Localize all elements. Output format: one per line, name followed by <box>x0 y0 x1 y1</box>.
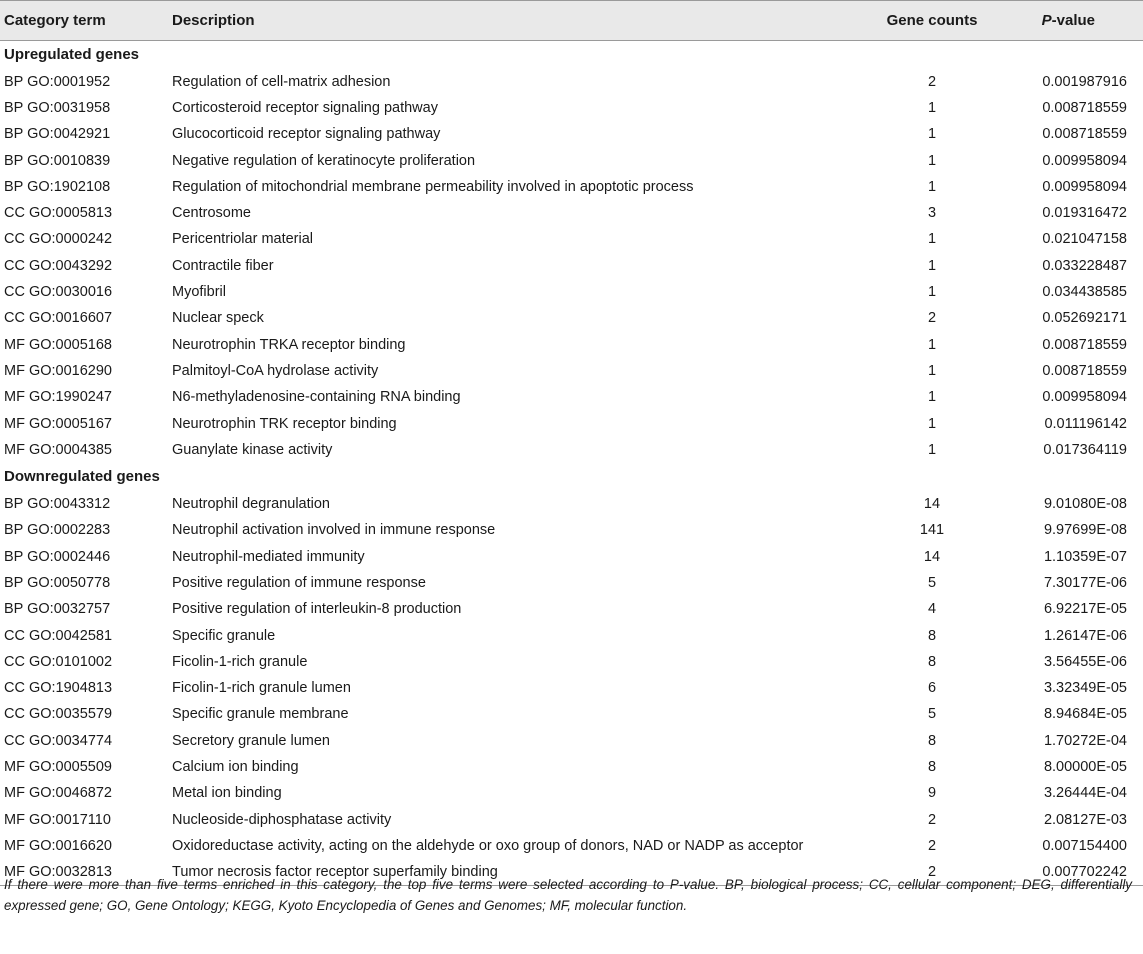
cell-p-value: 0.008718559 <box>1042 99 1127 116</box>
cell-p-value: 8.94684E-05 <box>1043 706 1127 723</box>
cell-description: Tumor necrosis factor receptor superfamily binding <box>172 859 860 885</box>
cell-category-term: CC GO:1904813 <box>4 680 113 697</box>
table-row <box>0 649 1143 675</box>
table-row <box>0 807 1143 833</box>
cell-p-value: 0.034438585 <box>1042 284 1127 301</box>
cell-category-term: CC GO:0035579 <box>4 706 113 723</box>
table-row <box>0 200 1143 226</box>
table-row <box>0 675 1143 701</box>
cell-description: Ficolin-1-rich granule lumen <box>172 680 351 697</box>
cell-description: Ficolin-1-rich granule <box>172 653 308 670</box>
cell-description: Regulation of cell-matrix adhesion <box>172 73 391 90</box>
cell-category-term: BP GO:0032757 <box>4 601 111 618</box>
cell-gene-counts: 141 <box>919 522 945 539</box>
cell-p-value: 8.00000E-05 <box>1043 759 1127 776</box>
table-body <box>0 41 1143 886</box>
cell-category-term: MF GO:0004385 <box>4 441 112 458</box>
table-header <box>0 1 1143 41</box>
cell-description: Negative regulation of keratinocyte proliferation <box>172 152 476 169</box>
cell-p-value: 1.70272E-04 <box>1043 732 1127 749</box>
header-category-term: Category term <box>0 1 172 41</box>
cell-p-value: 0.007702242 <box>1004 859 1143 885</box>
cell-category-term: BP GO:1902108 <box>4 178 111 195</box>
table-row <box>0 410 1143 436</box>
cell-p-value: 0.001987916 <box>1042 73 1127 90</box>
cell-description: Positive regulation of interleukin-8 production <box>172 601 462 618</box>
header-p-suffix: -value <box>1051 12 1095 29</box>
cell-category-term: MF GO:0017110 <box>4 811 111 828</box>
cell-category-term: CC GO:0042581 <box>4 627 113 644</box>
cell-gene-counts: 8 <box>927 732 937 749</box>
cell-description: Regulation of mitochondrial membrane permeability involved in apoptotic process <box>172 178 694 195</box>
section-heading-row <box>0 41 1143 69</box>
table-footnote: If there were more than five terms enriched in this category, the top five terms were selected according to P-value. BP, biological process; CC, cellular component; DEG, differentially expressed gene; GO, Gene Ontology; KEGG, Kyoto Encyclopedia of Genes and Genomes; MF, molecular function. <box>4 877 1132 913</box>
table-row <box>0 69 1143 95</box>
cell-description: Nuclear speck <box>172 310 264 327</box>
cell-description: Oxidoreductase activity, acting on the aldehyde or oxo group of donors, NAD or NADP as acceptor <box>172 837 804 854</box>
cell-description: Neurotrophin TRKA receptor binding <box>172 336 406 353</box>
cell-gene-counts: 6 <box>927 680 937 697</box>
cell-category-term: CC GO:0005813 <box>4 205 113 222</box>
table-row <box>0 437 1143 463</box>
cell-category-term: MF GO:0032813 <box>0 859 172 885</box>
cell-description: Glucocorticoid receptor signaling pathway <box>172 126 441 143</box>
cell-category-term: MF GO:0046872 <box>4 785 112 802</box>
table-row <box>0 596 1143 622</box>
cell-category-term: BP GO:0042921 <box>4 126 111 143</box>
cell-description: Nucleoside-diphosphatase activity <box>172 811 392 828</box>
cell-description: N6-methyladenosine-containing RNA binding <box>172 389 461 406</box>
table-row <box>0 279 1143 305</box>
cell-gene-counts: 1 <box>927 389 937 406</box>
cell-description: Neutrophil-mediated immunity <box>172 548 365 565</box>
cell-p-value: 0.009958094 <box>1042 178 1127 195</box>
cell-gene-counts: 1 <box>927 178 937 195</box>
cell-category-term: CC GO:0030016 <box>4 284 113 301</box>
table-row <box>0 622 1143 648</box>
cell-p-value: 0.017364119 <box>1043 441 1127 458</box>
cell-category-term: BP GO:0031958 <box>4 99 111 116</box>
table-row <box>0 570 1143 596</box>
cell-gene-counts: 9 <box>927 785 937 802</box>
cell-description: Neutrophil degranulation <box>172 496 330 513</box>
table-row <box>0 147 1143 173</box>
cell-gene-counts: 14 <box>923 548 941 565</box>
cell-p-value: 9.97699E-08 <box>1043 522 1127 539</box>
cell-p-value: 0.008718559 <box>1042 336 1127 353</box>
cell-gene-counts: 1 <box>927 126 937 143</box>
table-row <box>0 358 1143 384</box>
cell-description: Palmitoyl-CoA hydrolase activity <box>172 362 379 379</box>
cell-description: Centrosome <box>172 205 251 222</box>
cell-category-term: BP GO:0043312 <box>4 496 111 513</box>
cell-category-term: BP GO:0001952 <box>4 73 111 90</box>
table-row <box>0 253 1143 279</box>
cell-category-term: MF GO:0005509 <box>4 759 112 776</box>
cell-p-value: 1.10359E-07 <box>1043 548 1127 565</box>
cell-p-value: 6.92217E-05 <box>1043 601 1127 618</box>
header-p-letter: P <box>1041 12 1052 29</box>
cell-gene-counts: 5 <box>927 574 937 591</box>
cell-p-value: 0.009958094 <box>1042 152 1127 169</box>
cell-description: Positive regulation of immune response <box>172 574 426 591</box>
cell-gene-counts: 1 <box>927 441 937 458</box>
cell-category-term: MF GO:0005168 <box>4 336 112 353</box>
cell-gene-counts: 1 <box>927 231 937 248</box>
cell-p-value: 7.30177E-06 <box>1043 574 1127 591</box>
cell-p-value: 1.26147E-06 <box>1043 627 1127 644</box>
cell-p-value: 3.56455E-06 <box>1043 653 1127 670</box>
cell-category-term: CC GO:0034774 <box>4 732 113 749</box>
cell-category-term: MF GO:0016620 <box>4 837 112 854</box>
cell-description: Contractile fiber <box>172 257 274 274</box>
cell-description: Specific granule <box>172 627 276 644</box>
header-description: Description <box>172 1 860 41</box>
cell-gene-counts: 1 <box>927 257 937 274</box>
cell-p-value: 0.033228487 <box>1042 257 1127 274</box>
cell-category-term: MF GO:1990247 <box>4 389 112 406</box>
table-row <box>0 833 1143 859</box>
cell-p-value: 0.011196142 <box>1044 415 1127 432</box>
cell-description: Guanylate kinase activity <box>172 441 333 458</box>
cell-p-value: 9.01080E-08 <box>1043 496 1127 513</box>
cell-gene-counts: 8 <box>927 653 937 670</box>
cell-gene-counts: 8 <box>927 759 937 776</box>
table-row <box>0 517 1143 543</box>
cell-gene-counts: 5 <box>927 706 937 723</box>
cell-category-term: MF GO:0005167 <box>4 415 112 432</box>
cell-gene-counts: 1 <box>927 415 937 432</box>
cell-p-value: 3.26444E-04 <box>1043 785 1127 802</box>
cell-gene-counts: 1 <box>927 336 937 353</box>
cell-gene-counts: 2 <box>927 837 937 854</box>
cell-gene-counts: 3 <box>927 205 937 222</box>
cell-description: Myofibril <box>172 284 226 301</box>
table-row <box>0 780 1143 806</box>
table-row <box>0 305 1143 331</box>
cell-p-value: 0.008718559 <box>1042 126 1127 143</box>
cell-p-value: 0.008718559 <box>1042 362 1127 379</box>
cell-gene-counts: 1 <box>927 152 937 169</box>
header-row <box>0 1 1143 41</box>
table-row <box>0 174 1143 200</box>
cell-description: Neutrophil activation involved in immune response <box>172 522 496 539</box>
cell-description: Secretory granule lumen <box>172 732 330 749</box>
cell-p-value: 0.019316472 <box>1042 205 1127 222</box>
cell-gene-counts: 1 <box>927 362 937 379</box>
table-row <box>0 95 1143 121</box>
cell-gene-counts: 2 <box>927 310 937 327</box>
cell-category-term: CC GO:0000242 <box>4 231 113 248</box>
cell-category-term: BP GO:0010839 <box>4 152 111 169</box>
cell-gene-counts: 4 <box>927 601 937 618</box>
cell-p-value: 0.021047158 <box>1042 231 1127 248</box>
cell-p-value: 0.007154400 <box>1042 837 1127 854</box>
cell-p-value: 2.08127E-03 <box>1043 811 1127 828</box>
table-row <box>0 701 1143 727</box>
cell-description: Metal ion binding <box>172 785 282 802</box>
cell-category-term: CC GO:0016607 <box>4 310 113 327</box>
cell-category-term: BP GO:0002283 <box>4 522 111 539</box>
cell-p-value: 3.32349E-05 <box>1043 680 1127 697</box>
table-row <box>0 728 1143 754</box>
cell-gene-counts: 2 <box>927 73 937 90</box>
cell-p-value: 0.052692171 <box>1042 310 1127 327</box>
table-row <box>0 226 1143 252</box>
cell-gene-counts: 8 <box>927 627 937 644</box>
cell-description: Specific granule membrane <box>172 706 349 723</box>
section-heading-row <box>0 463 1143 491</box>
cell-description: Corticosteroid receptor signaling pathway <box>172 99 438 116</box>
cell-p-value: 0.009958094 <box>1042 389 1127 406</box>
cell-description: Pericentriolar material <box>172 231 314 248</box>
cell-gene-counts: 1 <box>927 284 937 301</box>
table-row <box>0 331 1143 357</box>
table-row <box>0 544 1143 570</box>
cell-gene-counts: 2 <box>927 811 937 828</box>
cell-category-term: CC GO:0101002 <box>4 653 113 670</box>
cell-description: Calcium ion binding <box>172 759 299 776</box>
header-p-value <box>1004 1 1143 41</box>
cell-category-term: CC GO:0043292 <box>4 257 113 274</box>
cell-gene-counts: 1 <box>927 99 937 116</box>
table-row <box>0 754 1143 780</box>
cell-category-term: BP GO:0002446 <box>4 548 111 565</box>
table-row <box>0 384 1143 410</box>
cell-description: Neurotrophin TRK receptor binding <box>172 415 397 432</box>
header-gene-counts: Gene counts <box>860 1 1004 41</box>
cell-gene-counts: 2 <box>860 859 1004 885</box>
cell-category-term: MF GO:0016290 <box>4 362 112 379</box>
section-title: Upregulated genes <box>4 46 140 64</box>
cell-category-term: BP GO:0050778 <box>4 574 111 591</box>
table-row <box>0 491 1143 517</box>
cell-gene-counts: 14 <box>923 496 941 513</box>
table-row <box>0 121 1143 147</box>
section-title: Downregulated genes <box>4 468 160 486</box>
